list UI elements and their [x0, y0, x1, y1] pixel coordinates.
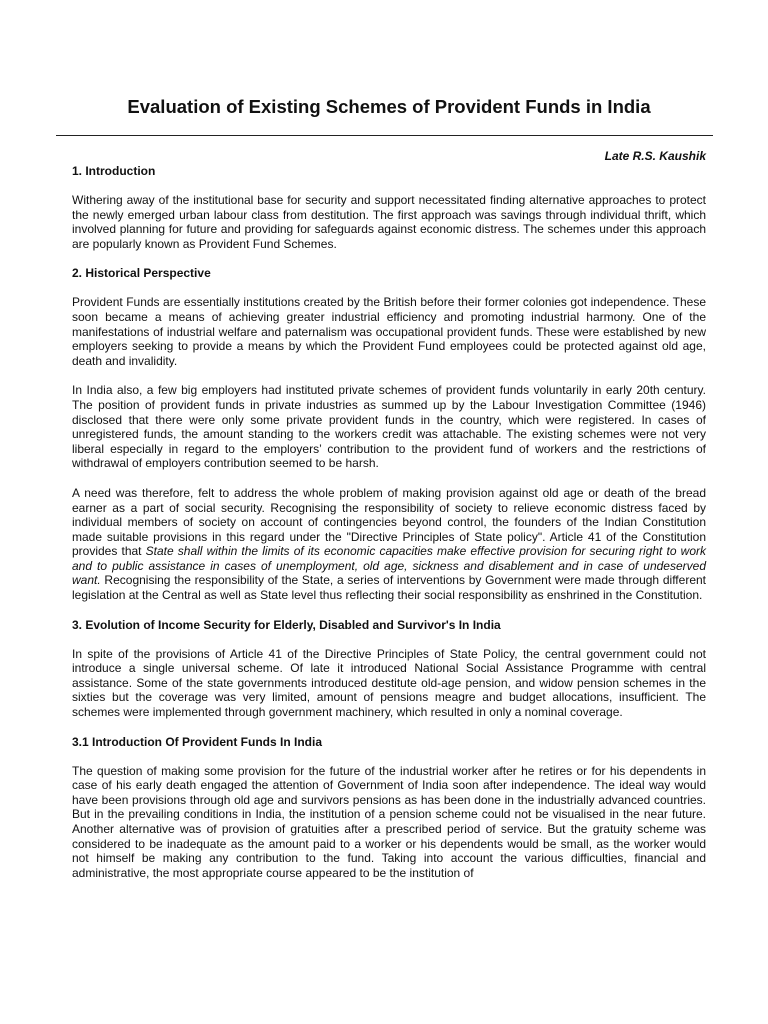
section-heading-provident-funds-intro: 3.1 Introduction Of Provident Funds In India: [72, 734, 323, 749]
author-name: Late R.S. Kaushik: [604, 149, 706, 163]
section-heading-income-security: 3. Evolution of Income Security for Elderly, Disabled and Survivor's In India: [72, 617, 501, 632]
section-heading-introduction: 1. Introduction: [72, 164, 156, 178]
paragraph-text: Recognising the responsibility of the State, a series of interventions by Government were made through different legislation at the Central as well as State level thus reflecting their social responsibility as enshrined in the Constitution.: [72, 573, 706, 603]
paragraph: In India also, a few big employers had instituted private schemes of provident funds voluntarily in early 20th century. The position of provident funds in private industries as summed up by the Labour Investigation Committee (1946) disclosed that there were only some private provident funds in the country, which were registered. In cases of unregistered funds, the amount standing to the workers credit was attachable. The existing schemes were not very liberal especially in regard to the employers’ contribution to the provident fund of workers and the restrictions of withdrawal of employers contribution seemed to be harsh.: [72, 383, 706, 471]
paragraph: Provident Funds are essentially institutions created by the British before their former colonies got independence. These soon became a means of achieving greater industrial efficiency and promoting industrial harmony. One of the manifestations of industrial welfare and paternalism was occupational provident funds. These were established by new employers seeking to provide a means by which the Provident Fund employees could be protected against old age, death and invalidity.: [72, 295, 706, 368]
constitution-quote: State shall within the limits of its economic capacities make effective provision for securing right to work and to public assistance in cases of unemployment, old age, sickness and disablement and in case of undeserved want.: [72, 544, 706, 588]
paragraph: Withering away of the institutional base for security and support necessitated finding alternative approaches to protect the newly emerged urban labour class from destitution. The first approach was savings through individual thrift, which involved planning for future and providing for safeguards against economic distress. The schemes under this approach are popularly known as Provident Fund Schemes.: [72, 193, 706, 251]
paragraph: [72, 486, 706, 603]
document-title: Evaluation of Existing Schemes of Provident Funds in India: [127, 96, 651, 117]
paragraph: In spite of the provisions of Article 41 of the Directive Principles of State Policy, the central government could not introduce a single universal scheme. Of late it introduced National Social Assistance Programme with central assistance. Some of the state governments introduced destitute old-age pension, and widow pension schemes in the sixties but the coverage was very limited, amount of pensions meagre and budget allocations, insufficient. The schemes were implemented through government machinery, which resulted in only a nominal coverage.: [72, 646, 706, 720]
paragraph-text: A need was therefore, felt to address the whole problem of making provision against old age or death of the bread earner as a part of social security. Recognising the responsibility of society to relieve economic distress faced by individual members of society on account of contingencies beyond control, the founders of the Indian Constitution made suitable provisions in this regard under the "Directive Principles of State policy". Article 41 of the Constitution provides that: [72, 485, 706, 559]
paragraph: The question of making some provision for the future of the industrial worker after he retires or for his dependents in case of his early death engaged the attention of Government of India soon after independence. The ideal way would have been provisions through old age and survivors pensions as has been done in the industrially advanced countries. But in the prevailing conditions in India, the institution of a pension scheme could not be visualised in the near future. Another alternative was of provision of gratuities after a prescribed period of service. But the gratuity scheme was considered to be inadequate as the amount paid to a worker or his dependents would be small, as the worker would not himself be making any contribution to the fund. Taking into account the various difficulties, financial and administrative, the most appropriate course appeared to be the institution of: [72, 763, 706, 880]
title-divider: [56, 135, 713, 136]
section-heading-historical-perspective: 2. Historical Perspective: [72, 266, 211, 281]
